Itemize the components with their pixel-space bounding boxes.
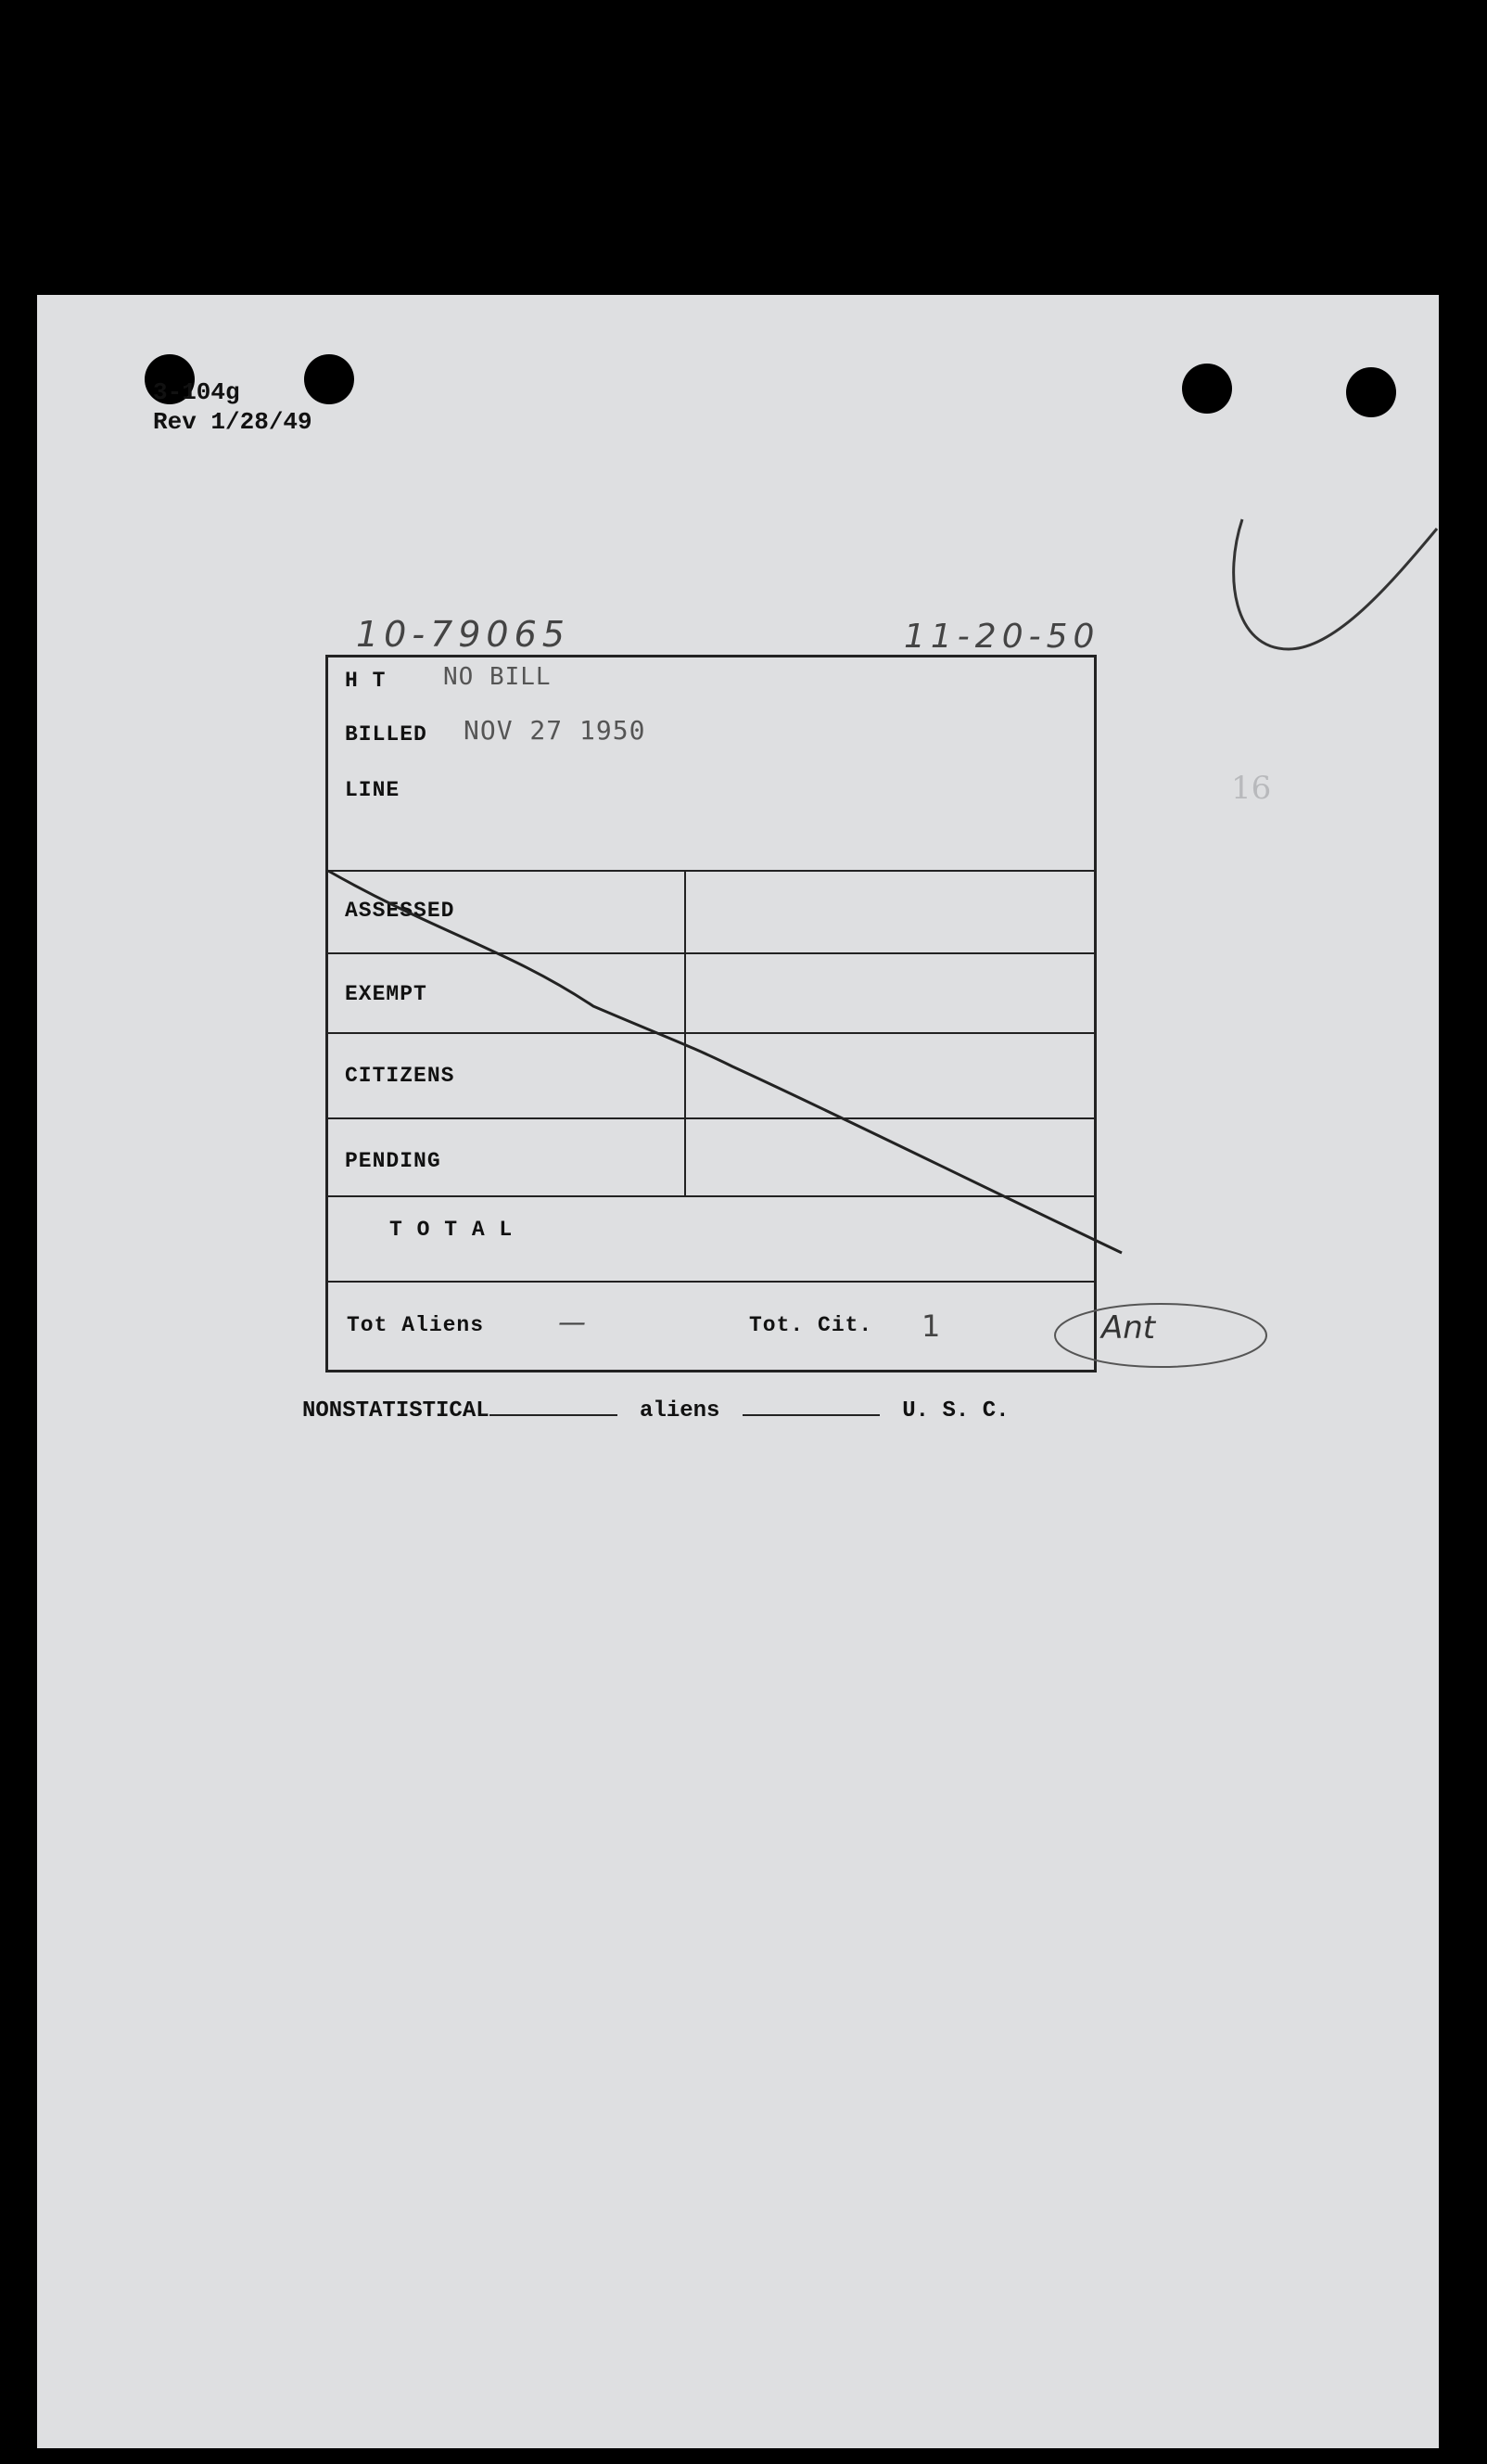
punch-hole bbox=[1182, 364, 1232, 414]
date-handwritten: 11-20-50 bbox=[904, 618, 1100, 656]
pending-label: PENDING bbox=[345, 1149, 441, 1173]
assessed-label: ASSESSED bbox=[345, 899, 455, 923]
nonstatistical-line bbox=[302, 1396, 1010, 1424]
page-number: 16 bbox=[1231, 770, 1272, 807]
citizens-label: CITIZENS bbox=[345, 1064, 455, 1088]
nonstatistical-label: NONSTATISTICAL bbox=[302, 1398, 489, 1424]
exempt-label: EXEMPT bbox=[345, 982, 427, 1006]
usc-label: U. S. C. bbox=[902, 1398, 1010, 1424]
handwritten-stroke bbox=[1224, 501, 1446, 668]
aliens-blank bbox=[743, 1396, 880, 1416]
punch-hole bbox=[1346, 367, 1396, 417]
no-bill-stamp: NO BILL bbox=[443, 663, 552, 691]
aliens-label: aliens bbox=[640, 1398, 720, 1424]
punch-hole bbox=[304, 354, 354, 404]
tot-cit-label: Tot. Cit. bbox=[749, 1313, 873, 1337]
file-number-handwritten: 10-79065 bbox=[356, 614, 570, 655]
billed-date-stamp: NOV 27 1950 bbox=[464, 715, 646, 746]
tot-aliens-value: — bbox=[558, 1307, 587, 1339]
initials-oval bbox=[1049, 1294, 1272, 1377]
tot-aliens-label: Tot Aliens bbox=[347, 1313, 485, 1337]
nonstatistical-blank bbox=[489, 1396, 617, 1416]
line-label: LINE bbox=[345, 778, 400, 802]
strike-through-line bbox=[324, 867, 1140, 1261]
total-label: T O T A L bbox=[389, 1218, 514, 1242]
form-revision: Rev 1/28/49 bbox=[153, 408, 312, 436]
initials-handwritten: Ant bbox=[1101, 1309, 1156, 1347]
row-divider bbox=[328, 1281, 1094, 1283]
tot-cit-value: 1 bbox=[921, 1309, 942, 1344]
billed-label: BILLED bbox=[345, 722, 427, 747]
ht-label: H T bbox=[345, 669, 387, 693]
form-id: 3-104g bbox=[153, 378, 240, 406]
